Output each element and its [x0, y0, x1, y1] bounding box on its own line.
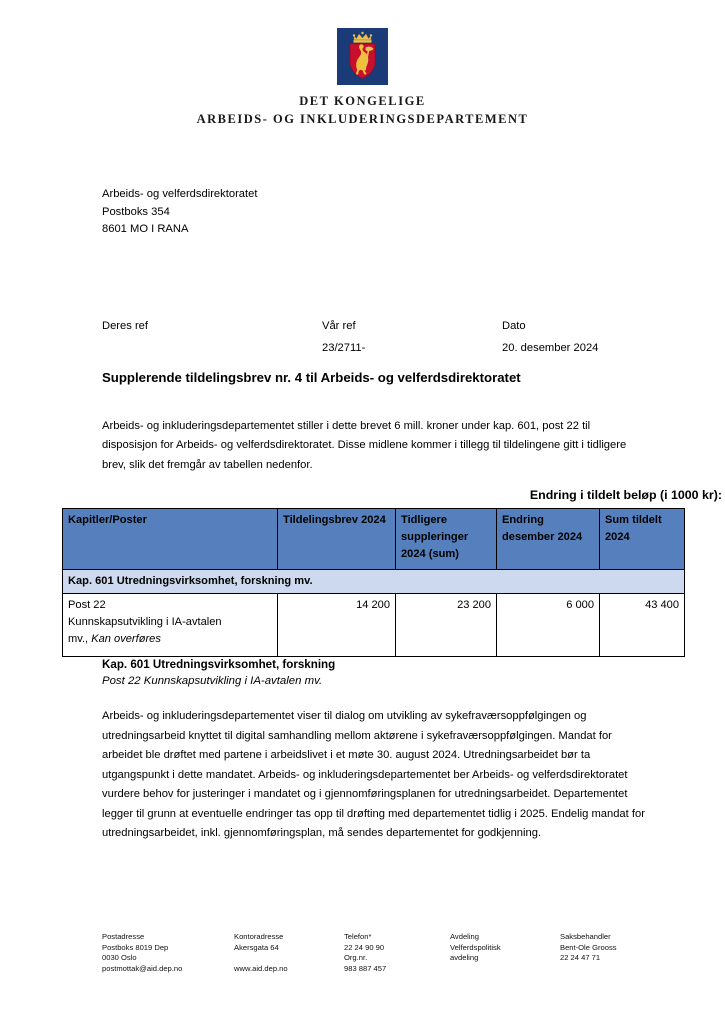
dato-label: Dato	[502, 320, 526, 332]
ministry-line: ARBEIDS- OG INKLUDERINGSDEPARTEMENT	[196, 112, 529, 126]
deres-ref-label: Deres ref	[102, 320, 149, 332]
footer-telefon-value: 22 24 90 90	[344, 942, 385, 952]
row-label-kan-overfores: Kan overføres	[91, 633, 161, 645]
footer-orgnr-label: Org.nr.	[344, 953, 368, 963]
crest-container	[0, 28, 725, 85]
footer-kontoradresse-label: Kontoradresse	[234, 932, 284, 941]
addressee-block	[102, 186, 502, 239]
row-label-line3-plain: mv.,	[68, 633, 92, 645]
footer-postadresse-line2: 0030 Oslo	[102, 953, 137, 963]
column-header-tidligere-suppleringer: Tidligere suppleringer 2024 (sum)	[396, 509, 497, 570]
footer-saksbehandler	[560, 932, 680, 964]
royal-line: DET KONGELIGE	[299, 94, 426, 108]
dato-value: 20. desember 2024	[502, 342, 599, 354]
var-ref-label: Vår ref	[322, 320, 356, 332]
addressee-city: 8601 MO I RANA	[102, 223, 189, 235]
footer-kontoradresse	[234, 932, 334, 974]
footer-website[interactable]: www.aid.dep.no	[234, 963, 288, 973]
intro-paragraph: Arbeids- og inkluderingsdepartementet stiller i dette brevet 6 mill. kroner under kap. 601, post 22 til disposisjon for Arbeids- og velferdsdirektoratet. Disse midlene kommer i tillegg til tildelingene gitt i tidligere brev, slik det fremgår av tabellen nedenfor.	[102, 420, 627, 471]
row-label-line3	[68, 631, 272, 648]
cell-sum-tildelt-2024: 43 400	[600, 594, 685, 657]
var-ref-value: 23/2711-	[322, 342, 366, 354]
row-label-line2: Kunnskapsutvikling i IA-avtalen	[68, 616, 222, 628]
section-body: Arbeids- og inkluderingsdepartementet viser til dialog om utvikling av sykefraværsoppfølgingen og utredningsarbeid knyttet til digital samhandling mellom aktørene i sykefraværsoppfølgingen. Mandat for arbeidet ble drøftet med partene i arbeidslivet i et møte 30. august 2024. Utredningsarbeidet bør ta utgangspunkt i dette mandatet. Arbeids- og inkluderingsdepartementet ber Arbeids- og velferdsdirektoratet vurdere behov for justeringer i mandatet og i gjennomføringsplanen for utredningsarbeidet. Departementet legger til grunn at eventuelle endringer tas opp til drøfting med departementet tidlig i 2025. Endelig mandat for utredningsarbeidet, inkl. gjennomføringsplan, må sendes departementet for godkjenning.	[102, 710, 645, 839]
budget-table	[62, 508, 685, 657]
row-label-cell	[63, 594, 278, 657]
footer-telefon-label: Telefon*	[344, 932, 372, 941]
footer-email[interactable]: postmottak@aid.dep.no	[102, 963, 183, 973]
footer-saksbehandler-name: Bent-Ole Grooss	[560, 942, 617, 952]
footer-orgnr-value: 983 887 457	[344, 963, 387, 973]
cell-endring-desember-2024: 6 000	[497, 594, 600, 657]
section-heading: Kap. 601 Utredningsvirksomhet, forskning	[102, 658, 336, 671]
section-subheading: Post 22 Kunnskapsutvikling i IA-avtalen mv.	[102, 675, 323, 687]
table-header-row	[63, 509, 685, 570]
column-header-sum-tildelt: Sum tildelt 2024	[600, 509, 685, 570]
footer-avdeling-line2: avdeling	[450, 953, 479, 963]
column-header-kapitler-poster: Kapitler/Poster	[63, 509, 278, 570]
var-ref-column	[322, 318, 365, 356]
column-header-tildelingsbrev: Tildelingsbrev 2024	[278, 509, 396, 570]
dato-column	[502, 318, 598, 356]
cell-tidligere-suppleringer-2024: 23 200	[396, 594, 497, 657]
footer-saksbehandler-label: Saksbehandler	[560, 932, 611, 941]
footer-saksbehandler-phone: 22 24 47 71	[560, 953, 601, 963]
table-section-row	[63, 570, 685, 594]
footer-avdeling-line1: Velferdspolitisk	[450, 942, 501, 952]
table-caption: Endring i tildelt beløp (i 1000 kr):	[529, 488, 722, 502]
cell-tildelingsbrev-2024: 14 200	[278, 594, 396, 657]
footer-kontoradresse-line1: Akersgata 64	[234, 942, 279, 952]
deres-ref-column	[102, 318, 148, 340]
footer-postadresse-label: Postadresse	[102, 932, 145, 941]
footer-telefon	[344, 932, 442, 974]
table-row	[63, 594, 685, 657]
norwegian-coat-of-arms-icon	[337, 28, 388, 85]
row-label-line1: Post 22	[68, 599, 106, 611]
footer-avdeling	[450, 932, 555, 964]
department-name	[0, 94, 725, 127]
letterhead	[0, 0, 725, 127]
footer-postadresse	[102, 932, 232, 974]
page-title: Supplerende tildelingsbrev nr. 4 til Arbeids- og velferdsdirektoratet	[102, 370, 521, 385]
column-header-endring-desember: Endring desember 2024	[497, 509, 600, 570]
budget-table-wrapper	[62, 508, 684, 657]
table-section-label: Kap. 601 Utredningsvirksomhet, forskning mv.	[63, 570, 685, 594]
footer-spacer	[234, 953, 334, 964]
addressee-street: Postboks 354	[102, 205, 170, 218]
footer-postadresse-line1: Postboks 8019 Dep	[102, 942, 169, 952]
footer-avdeling-label: Avdeling	[450, 932, 479, 941]
addressee-name: Arbeids- og velferdsdirektoratet	[102, 188, 258, 200]
